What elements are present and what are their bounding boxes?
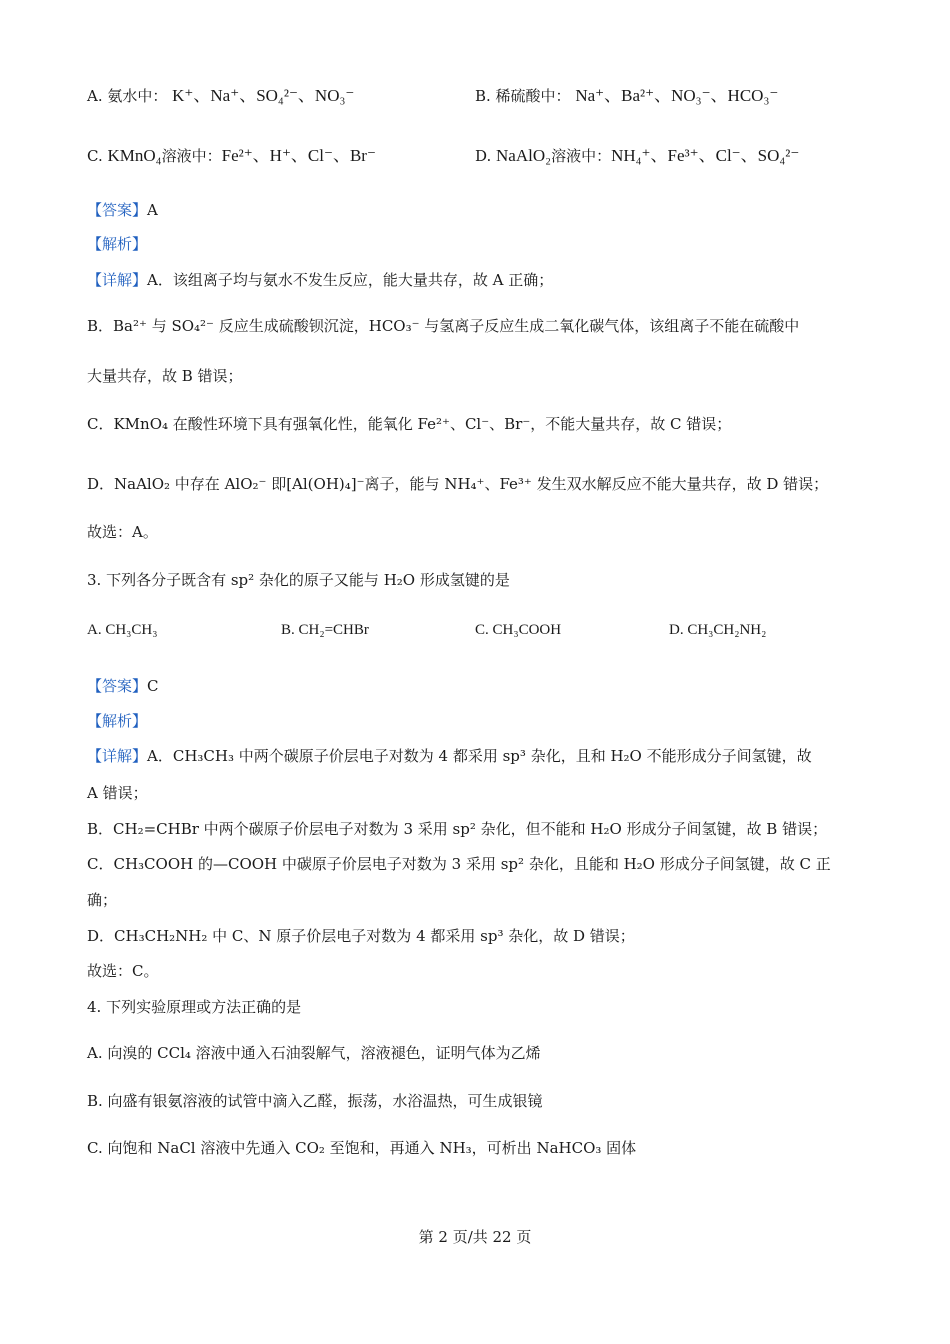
q4-option-c bbox=[87, 1138, 636, 1158]
q2-option-b-ions: Na⁺、Ba²⁺、NO₃⁻、HCO₃⁻ bbox=[575, 86, 779, 105]
q2-option-b-prefix: B. 稀硫酸中： bbox=[475, 87, 571, 105]
q2-detail-b-text2: 大量共存，故 B 错误； bbox=[87, 367, 243, 385]
q3-detail-b-text: B．CH₂=CHBr 中两个碳原子价层电子对数为 3 采用 sp² 杂化，但不能和 H₂O 形成分子间氢键，故 B 错误； bbox=[87, 820, 828, 838]
q2-detail-b-text1: B．Ba²⁺ 与 SO₄²⁻ 反应生成硫酸钡沉淀，HCO₃⁻ 与氢离子反应生成二氧化碳气体，该组离子不能在硫酸中 bbox=[87, 317, 800, 335]
page-footer: 第 2 页/共 22 页 bbox=[418, 1228, 532, 1246]
q3-detail-a-text2: A 错误； bbox=[87, 784, 148, 802]
q3-detail-a-line1 bbox=[87, 746, 812, 766]
q3-answer-value: C bbox=[147, 677, 159, 695]
q2-option-d-prefix: D. bbox=[475, 147, 497, 165]
q4-stem-text: 4. 下列实验原理或方法正确的是 bbox=[87, 998, 302, 1016]
q3-option-d: D. CH₃CH₂NH₂ bbox=[669, 622, 767, 638]
q2-option-d-ions: NH₄⁺、Fe³⁺、Cl⁻、SO₄²⁻ bbox=[611, 146, 800, 165]
q2-answer-label: 【答案】 bbox=[87, 201, 148, 219]
q4-option-c-text: C. 向饱和 NaCl 溶液中先通入 CO₂ 至饱和，再通入 NH₃，可析出 NaHCO₃ 固体 bbox=[87, 1139, 637, 1157]
q3-analysis-label-text: 【解析】 bbox=[87, 712, 148, 730]
q2-choose-text: 故选：A。 bbox=[87, 523, 158, 541]
q2-option-c-prefix: C. bbox=[87, 147, 108, 165]
q2-choose bbox=[87, 522, 158, 542]
q3-option-a: A. CH₃CH₃ bbox=[87, 622, 158, 638]
q3-stem-text: 3. 下列各分子既含有 sp² 杂化的原子又能与 H₂O 形成氢键的是 bbox=[87, 571, 510, 589]
q3-stem bbox=[87, 570, 510, 590]
q4-option-a-text: A. 向溴的 CCl₄ 溶液中通入石油裂解气，溶液褪色，证明气体为乙烯 bbox=[87, 1044, 541, 1062]
q3-detail-a-text1: A．CH₃CH₃ 中两个碳原子价层电子对数为 4 都采用 sp³ 杂化，且和 H₂O 不能形成分子间氢键，故 bbox=[147, 747, 812, 765]
q2-option-a-ions: K⁺、Na⁺、SO₄²⁻、NO₃⁻ bbox=[172, 86, 355, 105]
q4-option-a bbox=[87, 1043, 541, 1063]
q2-detail-a-text: A．该组离子均与氨水不发生反应，能大量共存，故 A 正确； bbox=[147, 271, 554, 289]
q2-option-d-reagent: NaAlO₂ bbox=[496, 146, 552, 165]
q2-option-d bbox=[475, 146, 799, 166]
q3-detail-b bbox=[87, 819, 827, 839]
q2-detail-a bbox=[87, 270, 553, 290]
q2-detail-b-line2 bbox=[87, 366, 243, 386]
q4-stem bbox=[87, 997, 301, 1017]
q3-detail-a-line2 bbox=[87, 783, 148, 803]
q2-option-c bbox=[87, 146, 376, 166]
q4-option-b-text: B. 向盛有银氨溶液的试管中滴入乙醛，振荡，水浴温热，可生成银镜 bbox=[87, 1092, 543, 1110]
q2-analysis-label bbox=[87, 234, 147, 254]
q3-detail-c-line2 bbox=[87, 890, 117, 910]
q3-detail-d bbox=[87, 926, 635, 946]
q2-analysis-label-text: 【解析】 bbox=[87, 235, 148, 253]
q3-detail-label: 【详解】 bbox=[87, 747, 148, 765]
q3-choose-text: 故选：C。 bbox=[87, 962, 159, 980]
q3-answer bbox=[87, 676, 159, 696]
q2-detail-b-line1 bbox=[87, 316, 799, 336]
q3-choose bbox=[87, 961, 158, 981]
q2-option-c-mid: 溶液中： bbox=[161, 147, 222, 165]
q2-option-b bbox=[475, 86, 778, 106]
q3-detail-c-text2: 确； bbox=[87, 891, 118, 909]
q2-detail-d bbox=[87, 474, 828, 494]
q2-detail-label: 【详解】 bbox=[87, 271, 148, 289]
q2-detail-c-text: C．KMnO₄ 在酸性环境下具有强氧化性，能氧化 Fe²⁺、Cl⁻、Br⁻，不能大量共存，故 C 错误； bbox=[87, 415, 732, 433]
q2-detail-c bbox=[87, 414, 731, 434]
q3-option-c: C. CH₃COOH bbox=[475, 622, 562, 638]
q4-option-b bbox=[87, 1091, 543, 1111]
q2-option-c-ions: Fe²⁺、H⁺、Cl⁻、Br⁻ bbox=[221, 146, 376, 165]
q2-answer bbox=[87, 200, 158, 220]
q3-detail-d-text: D．CH₃CH₂NH₂ 中 C、N 原子价层电子对数为 4 都采用 sp³ 杂化，故 D 错误； bbox=[87, 927, 635, 945]
q3-detail-c-line1 bbox=[87, 854, 831, 874]
q2-answer-value: A bbox=[147, 201, 158, 219]
q2-option-d-mid: 溶液中： bbox=[551, 147, 612, 165]
q3-answer-label: 【答案】 bbox=[87, 677, 148, 695]
q2-option-a bbox=[87, 86, 354, 106]
q2-option-a-prefix: A. 氨水中： bbox=[87, 87, 168, 105]
q2-option-c-reagent: KMnO₄ bbox=[107, 146, 162, 165]
q3-analysis-label bbox=[87, 711, 147, 731]
q3-option-b: B. CH₂=CHBr bbox=[281, 622, 369, 638]
q2-detail-d-text: D．NaAlO₂ 中存在 AlO₂⁻ 即[Al(OH)₄]⁻离子，能与 NH₄⁺、Fe³⁺ 发生双水解反应不能大量共存，故 D 错误； bbox=[87, 475, 829, 493]
q3-detail-c-text1: C．CH₃COOH 的—COOH 中碳原子价层电子对数为 3 采用 sp² 杂化，且能和 H₂O 形成分子间氢键，故 C 正 bbox=[87, 855, 831, 873]
